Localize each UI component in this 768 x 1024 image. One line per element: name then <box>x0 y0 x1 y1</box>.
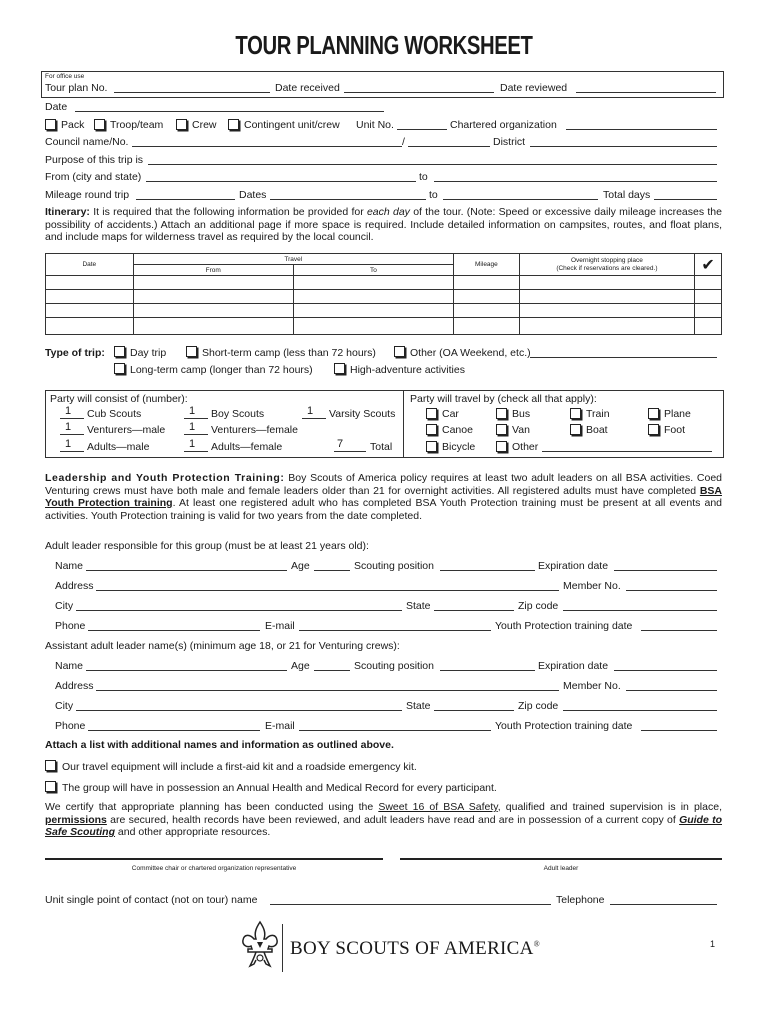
leader-phone-field[interactable] <box>88 630 260 631</box>
assistant-email-field[interactable] <box>299 730 491 731</box>
assistant-city-field[interactable] <box>76 710 402 711</box>
other-travel-label: Other <box>512 441 539 453</box>
office-use-box <box>41 71 724 98</box>
long-term-label: Long-term camp (longer than 72 hours) <box>130 364 313 376</box>
leader-ypt-label: Youth Protection training date <box>495 620 633 632</box>
leader-name-label: Name <box>55 560 84 572</box>
dates-from-field[interactable] <box>270 199 426 200</box>
date-received-field[interactable] <box>344 92 494 93</box>
mileage-label: Mileage round trip <box>45 189 130 201</box>
other-travel-field[interactable] <box>542 451 712 452</box>
col-check: ✔ <box>695 254 722 276</box>
guide-link[interactable]: Guide to Safe Scouting <box>45 813 722 838</box>
certify-c: are secured, health records have been reviewed, and adult leaders have read and are in possession of a current copy of <box>106 813 680 826</box>
committee-signature-line[interactable] <box>45 858 383 860</box>
total-count: 7 <box>337 438 344 450</box>
assistant-expiration-label: Expiration date <box>538 660 609 672</box>
other-trip-checkbox[interactable] <box>394 346 405 357</box>
venturer-female-label: Venturers—female <box>211 424 298 436</box>
boy-count: 1 <box>189 405 196 417</box>
council-name-field[interactable] <box>132 146 402 147</box>
col-to: To <box>293 265 453 276</box>
table-row[interactable] <box>46 290 722 304</box>
assistant-leader-label: Assistant adult leader name(s) (minimum age 18, or 21 for Venturing crews): <box>45 640 400 652</box>
day-trip-checkbox[interactable] <box>114 346 125 357</box>
trip-type-label: Type of trip: <box>45 347 105 359</box>
leader-city-label: City <box>55 600 74 612</box>
day-trip-label: Day trip <box>130 347 167 359</box>
col-date: Date <box>46 254 134 276</box>
ypt-link[interactable]: BSA Youth Protection training <box>45 484 722 509</box>
other-trip-field[interactable] <box>530 357 717 358</box>
dates-to-field[interactable] <box>443 199 598 200</box>
cub-label: Cub Scouts <box>87 408 142 420</box>
date-reviewed-field[interactable] <box>576 92 716 93</box>
cub-count: 1 <box>65 405 72 417</box>
leader-zip-field[interactable] <box>563 610 717 611</box>
leader-email-field[interactable] <box>299 630 491 631</box>
car-checkbox[interactable] <box>426 408 437 419</box>
venturer-female-count-field[interactable] <box>184 434 208 435</box>
attach-note: Attach a list with additional names and information as outlined above. <box>45 739 394 751</box>
contact-label: Unit single point of contact (not on tour) name <box>45 894 258 906</box>
adult-female-count-field[interactable] <box>184 451 208 452</box>
leader-age-label: Age <box>291 560 310 572</box>
leader-email-label: E-mail <box>265 620 295 632</box>
assistant-ypt-field[interactable] <box>641 730 717 731</box>
dates-label: Dates <box>239 189 267 201</box>
assistant-age-field[interactable] <box>314 670 350 671</box>
crew-label: Crew <box>192 119 217 131</box>
train-label: Train <box>586 408 610 420</box>
committee-signature-label: Committee chair or chartered organization representative <box>131 865 297 872</box>
assistant-city-label: City <box>55 700 74 712</box>
assistant-age-label: Age <box>291 660 310 672</box>
date-label: Date <box>45 101 68 113</box>
short-term-checkbox[interactable] <box>186 346 197 357</box>
van-checkbox[interactable] <box>496 424 507 435</box>
permissions-link[interactable]: permissions <box>45 813 107 826</box>
other-trip-label: Other (OA Weekend, etc.) <box>410 347 531 359</box>
bsa-reg-mark: ® <box>533 939 541 949</box>
total-label: Total <box>370 441 393 453</box>
tour-plan-no-label: Tour plan No. <box>45 82 108 94</box>
adult-male-label: Adults—male <box>87 441 150 453</box>
leader-expiration-field[interactable] <box>614 570 717 571</box>
leadership-text-a: Boy Scouts of America policy requires at least two adult leaders on all BSA activities. Coed Venturing crews must have both male and female leaders older than 21 for overnight activities. All registered adults must have completed <box>45 472 723 497</box>
assistant-position-field[interactable] <box>440 670 535 671</box>
itinerary-text-a: It is required that the following information be provided for <box>89 206 367 218</box>
assistant-member-label: Member No. <box>563 680 621 692</box>
to-label: to <box>419 171 428 183</box>
page-title: TOUR PLANNING WORKSHEET <box>235 30 533 60</box>
col-travel: Travel <box>133 254 453 265</box>
date-received-label: Date received <box>275 82 340 94</box>
adult-leader-signature-line[interactable] <box>400 858 722 860</box>
health-record-label: The group will have in possession an Annual Health and Medical Record for every participant. <box>62 782 497 794</box>
purpose-label: Purpose of this trip is <box>45 154 144 166</box>
from-field[interactable] <box>146 181 416 182</box>
other-travel-checkbox[interactable] <box>496 441 507 452</box>
telephone-field[interactable] <box>610 904 717 905</box>
adult-male-count-field[interactable] <box>60 451 84 452</box>
chartered-org-field[interactable] <box>566 129 717 130</box>
party-divider <box>403 390 404 457</box>
first-aid-checkbox[interactable] <box>45 760 56 771</box>
plane-label: Plane <box>664 408 691 420</box>
adult-female-label: Adults—female <box>211 441 283 453</box>
boy-label: Boy Scouts <box>211 408 265 420</box>
leader-position-label: Scouting position <box>354 560 434 572</box>
leader-state-label: State <box>406 600 431 612</box>
assistant-address-field[interactable] <box>96 690 559 691</box>
table-row[interactable] <box>46 276 722 290</box>
cub-count-field[interactable] <box>60 418 84 419</box>
leader-zip-label: Zip code <box>518 600 559 612</box>
party-label: Party will consist of (number): <box>50 393 188 405</box>
bsa-fleur-de-lis-icon <box>238 920 282 970</box>
assistant-state-label: State <box>406 700 431 712</box>
total-days-label: Total days <box>603 189 651 201</box>
leader-age-field[interactable] <box>314 570 350 571</box>
leadership-text <box>45 472 722 522</box>
assistant-zip-label: Zip code <box>518 700 559 712</box>
leader-member-label: Member No. <box>563 580 621 592</box>
itinerary-em: each day <box>366 206 410 218</box>
leadership-heading: Leadership and Youth Protection Training: <box>45 472 285 484</box>
sweet16-link[interactable]: Sweet 16 of BSA Safety <box>378 801 498 813</box>
varsity-count-field[interactable] <box>302 418 326 419</box>
bicycle-checkbox[interactable] <box>426 441 437 452</box>
col-stop <box>519 254 694 276</box>
itinerary-label: Itinerary: <box>45 206 90 218</box>
leader-phone-label: Phone <box>55 620 86 632</box>
foot-checkbox[interactable] <box>648 424 659 435</box>
total-days-field[interactable] <box>654 199 717 200</box>
bus-checkbox[interactable] <box>496 408 507 419</box>
purpose-field[interactable] <box>148 164 717 165</box>
adult-leader-label: Adult leader responsible for this group (must be at least 21 years old): <box>45 540 369 552</box>
leader-name-field[interactable] <box>86 570 287 571</box>
short-term-label: Short-term camp (less than 72 hours) <box>202 347 376 359</box>
bus-label: Bus <box>512 408 531 420</box>
leader-address-label: Address <box>55 580 94 592</box>
date-reviewed-label: Date reviewed <box>500 82 568 94</box>
col-stop-note: (Check if reservations are cleared.) <box>556 264 658 272</box>
varsity-count: 1 <box>307 405 314 417</box>
council-label: Council name/No. <box>45 136 129 148</box>
unit-no-label: Unit No. <box>356 119 394 131</box>
leader-expiration-label: Expiration date <box>538 560 609 572</box>
contact-name-field[interactable] <box>270 904 551 905</box>
adult-male-count: 1 <box>65 438 72 450</box>
assistant-zip-field[interactable] <box>563 710 717 711</box>
contingent-checkbox[interactable] <box>228 119 239 130</box>
leader-ypt-field[interactable] <box>641 630 717 631</box>
varsity-label: Varsity Scouts <box>329 408 396 420</box>
certify-b: , qualified and trained supervision is in place, <box>497 801 722 813</box>
assistant-state-field[interactable] <box>434 710 514 711</box>
itinerary-table <box>45 253 722 335</box>
assistant-expiration-field[interactable] <box>614 670 717 671</box>
assistant-position-label: Scouting position <box>354 660 434 672</box>
council-no-field[interactable] <box>408 146 490 147</box>
car-label: Car <box>442 408 459 420</box>
certify-d: and other appropriate resources. <box>115 826 271 838</box>
contingent-label: Contingent unit/crew <box>244 119 340 131</box>
itinerary-text <box>45 206 722 244</box>
adult-leader-signature-label: Adult leader <box>543 865 579 872</box>
from-label: From (city and state) <box>45 171 142 183</box>
assistant-address-label: Address <box>55 680 94 692</box>
boat-checkbox[interactable] <box>570 424 581 435</box>
leader-address-field[interactable] <box>96 590 559 591</box>
train-checkbox[interactable] <box>570 408 581 419</box>
leader-position-field[interactable] <box>440 570 535 571</box>
itinerary-text-b: of the tour. (Note: Speed or excessive daily mileage increases the possibility of accidents.) Attach an additional page if more space is required. Include detailed information on campsites, routes, and float plans, and include maps for wilderness travel as required by the local council. <box>45 206 722 243</box>
bicycle-label: Bicycle <box>442 441 476 453</box>
canoe-checkbox[interactable] <box>426 424 437 435</box>
pack-checkbox[interactable] <box>45 119 56 130</box>
first-aid-label: Our travel equipment will include a first-aid kit and a roadside emergency kit. <box>62 761 417 773</box>
to-field[interactable] <box>434 181 717 182</box>
total-count-field[interactable] <box>334 451 366 452</box>
chartered-org-label: Chartered organization <box>450 119 557 131</box>
table-row[interactable] <box>46 318 722 335</box>
venturer-male-count: 1 <box>65 421 72 433</box>
assistant-ypt-label: Youth Protection training date <box>495 720 633 732</box>
venturer-male-label: Venturers—male <box>87 424 166 436</box>
venturer-male-count-field[interactable] <box>60 434 84 435</box>
bsa-brand <box>290 938 540 960</box>
page-number: 1 <box>710 939 716 949</box>
assistant-phone-field[interactable] <box>88 730 260 731</box>
crew-checkbox[interactable] <box>176 119 187 130</box>
boy-count-field[interactable] <box>184 418 208 419</box>
canoe-label: Canoe <box>442 424 473 436</box>
certify-a: We certify that appropriate planning has been conducted using the <box>45 801 379 813</box>
district-field[interactable] <box>530 146 717 147</box>
dates-to-label: to <box>429 189 438 201</box>
travel-label: Party will travel by (check all that apply): <box>410 393 597 405</box>
leader-city-field[interactable] <box>76 610 402 611</box>
leader-state-field[interactable] <box>434 610 514 611</box>
pack-label: Pack <box>61 119 85 131</box>
unit-no-field[interactable] <box>397 129 447 130</box>
col-from: From <box>133 265 293 276</box>
col-mileage: Mileage <box>454 254 520 276</box>
table-row[interactable] <box>46 304 722 318</box>
van-label: Van <box>512 424 530 436</box>
date-field[interactable] <box>75 111 384 112</box>
footer-divider <box>282 924 283 972</box>
high-adventure-checkbox[interactable] <box>334 363 345 374</box>
certify-text <box>45 801 722 839</box>
assistant-member-field[interactable] <box>626 690 717 691</box>
assistant-name-field[interactable] <box>86 670 287 671</box>
telephone-label: Telephone <box>556 894 605 906</box>
plane-checkbox[interactable] <box>648 408 659 419</box>
leader-member-field[interactable] <box>626 590 717 591</box>
high-adventure-label: High-adventure activities <box>350 364 465 376</box>
foot-label: Foot <box>664 424 686 436</box>
troop-label: Troop/team <box>110 119 164 131</box>
adult-female-count: 1 <box>189 438 196 450</box>
health-record-checkbox[interactable] <box>45 781 56 792</box>
boat-label: Boat <box>586 424 608 436</box>
assistant-phone-label: Phone <box>55 720 86 732</box>
bsa-brand-name: BOY SCOUTS OF AMERICA <box>290 938 534 959</box>
assistant-email-label: E-mail <box>265 720 295 732</box>
mileage-field[interactable] <box>136 199 235 200</box>
troop-checkbox[interactable] <box>94 119 105 130</box>
office-use-label: For office use <box>45 73 85 80</box>
council-slash: / <box>402 136 405 148</box>
venturer-female-count: 1 <box>189 421 196 433</box>
leadership-text-b: . At least one registered adult who has completed BSA Youth Protection training must be present at all events and activities. Youth Protection training is valid for two years from the date completed. <box>45 497 722 522</box>
long-term-checkbox[interactable] <box>114 363 125 374</box>
assistant-name-label: Name <box>55 660 84 672</box>
district-label: District <box>493 136 526 148</box>
col-stop-label: Overnight stopping place <box>570 256 643 264</box>
tour-plan-no-field[interactable] <box>114 92 270 93</box>
